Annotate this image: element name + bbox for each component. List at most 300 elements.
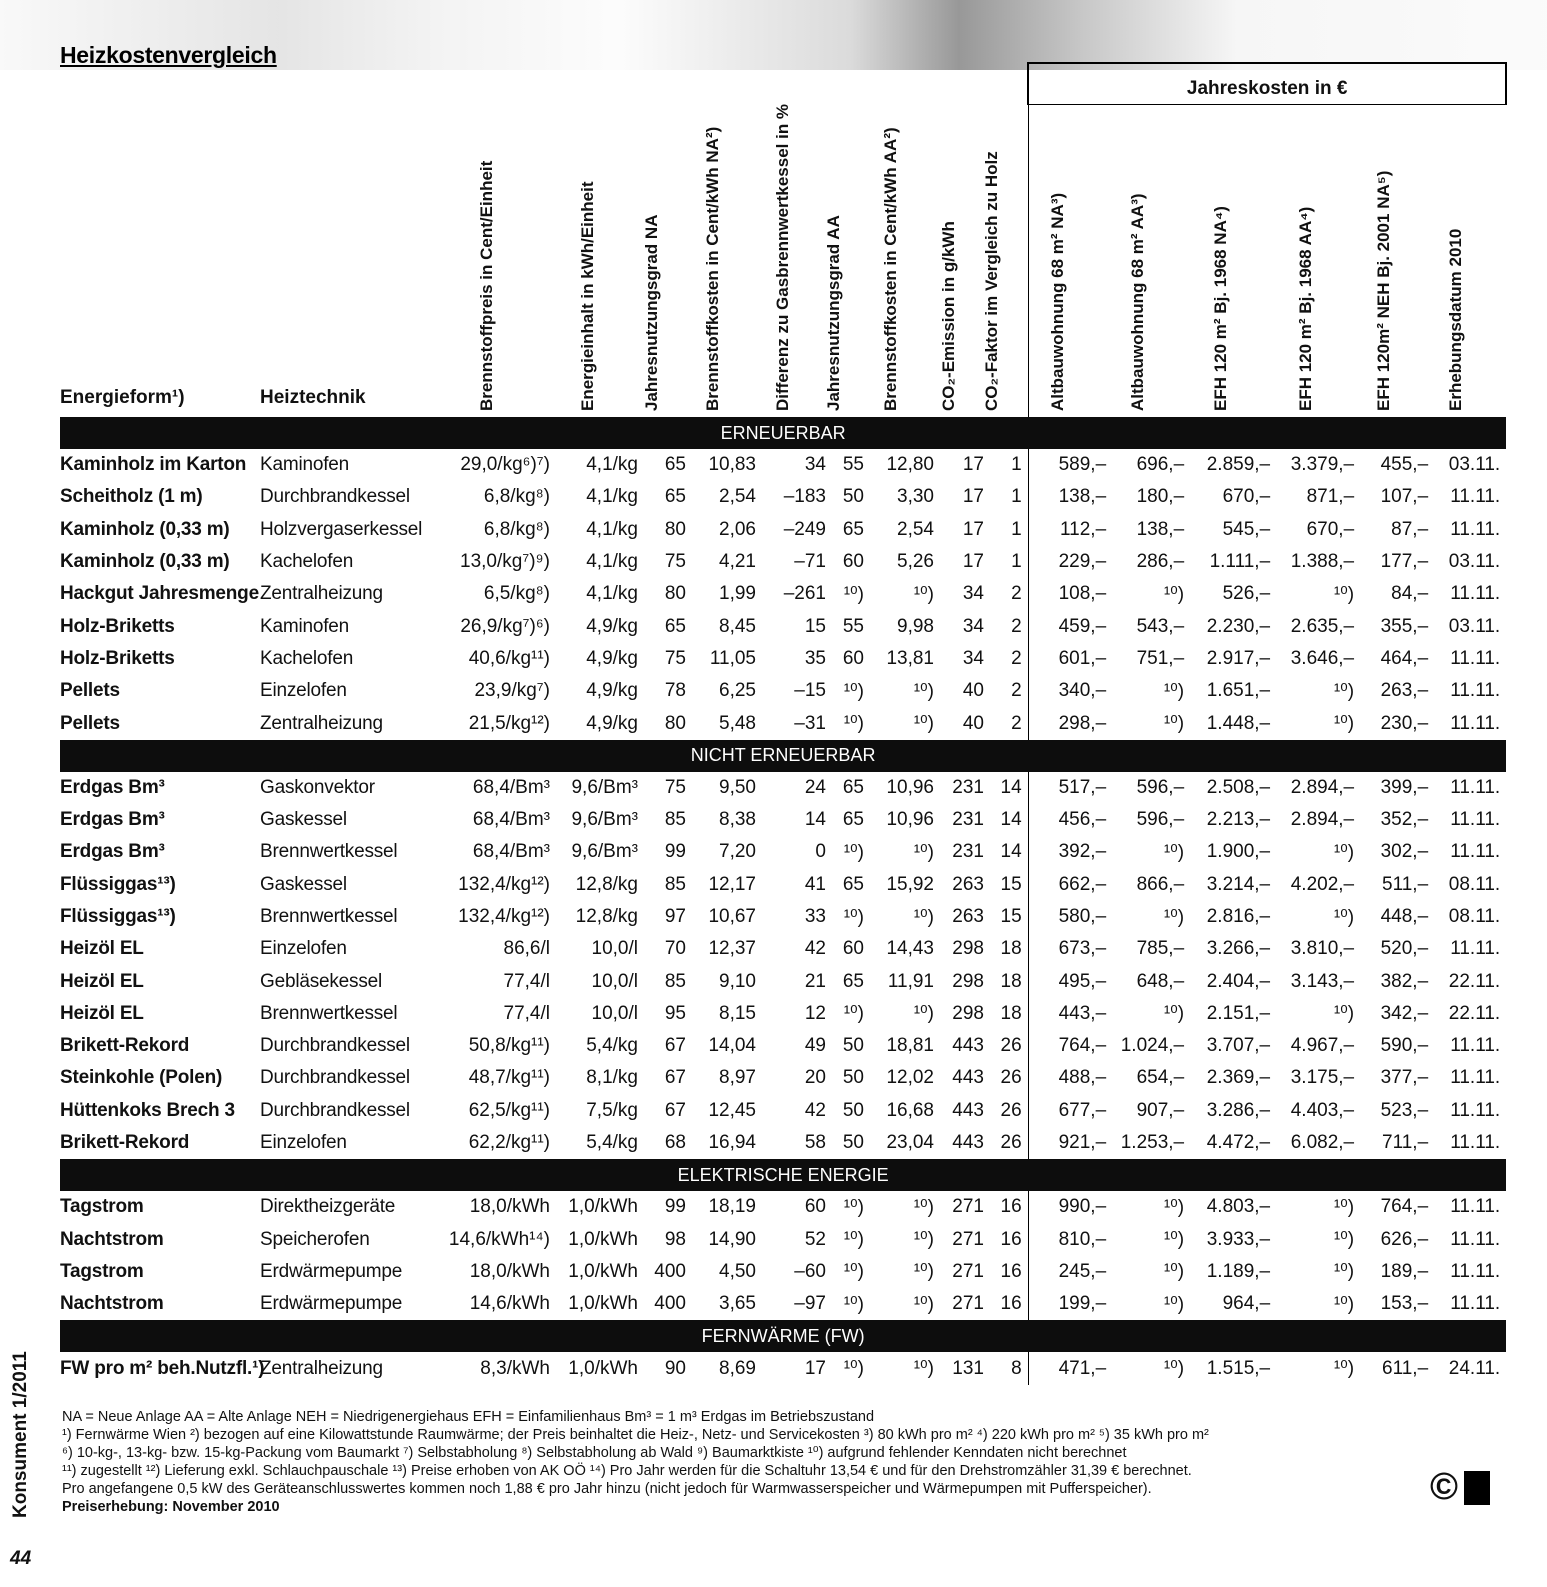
value-cell: 99 — [664, 1196, 686, 1218]
value-cell: ¹⁰) — [843, 1261, 864, 1283]
value-cell: 11.11. — [1450, 680, 1501, 702]
footnotes — [62, 1408, 1422, 1516]
value-cell: 12,8/kg — [575, 906, 638, 927]
value-cell: ¹⁰) — [1163, 1261, 1185, 1283]
heiztechnik-cell: Einzelofen — [260, 680, 347, 702]
column-header: Energieinhalt in kWh/Einheit — [577, 181, 597, 411]
value-cell: 33 — [804, 906, 826, 927]
column-header: EFH 120 m² Bj. 1968 NA⁴) — [1210, 206, 1230, 411]
value-cell: 68,4/Bm³ — [472, 841, 550, 863]
heiztechnik-cell: Durchbrandkessel — [260, 1035, 410, 1057]
value-cell: 3.143,– — [1290, 970, 1355, 992]
value-cell: 10,67 — [708, 906, 756, 927]
value-cell: 526,– — [1222, 583, 1271, 605]
table-row — [60, 1352, 1506, 1384]
value-cell: 523,– — [1380, 1099, 1429, 1121]
value-cell: 866,– — [1136, 873, 1185, 895]
table-row — [60, 901, 1506, 933]
value-cell: 03.11. — [1448, 615, 1501, 637]
value-cell: ¹⁰) — [1333, 1196, 1355, 1218]
value-cell: 589,– — [1028, 449, 1112, 481]
energieform-cell: FW pro m² beh.Nutzfl.¹) — [60, 1357, 265, 1379]
value-cell: 11.11. — [1450, 486, 1501, 508]
value-cell: 9,98 — [897, 615, 934, 637]
value-cell: 921,– — [1028, 1127, 1112, 1159]
energieform-cell: Brikett-Rekord — [60, 1132, 190, 1154]
value-cell: 85 — [664, 873, 686, 895]
value-cell: 271 — [952, 1228, 984, 1250]
column-header-row — [60, 105, 1506, 418]
value-cell: ¹⁰) — [1163, 1229, 1185, 1251]
value-cell: 907,– — [1136, 1099, 1185, 1121]
value-cell: 711,– — [1382, 1132, 1429, 1154]
value-cell: 1.189,– — [1206, 1260, 1271, 1282]
value-cell: 8,45 — [719, 615, 756, 637]
value-cell: 8,15 — [719, 1002, 756, 1024]
value-cell: 80 — [664, 583, 686, 605]
value-cell: 443,– — [1028, 998, 1112, 1030]
value-cell: 16 — [1000, 1293, 1022, 1315]
value-cell: 85 — [664, 970, 686, 992]
value-cell: 545,– — [1222, 518, 1271, 540]
column-header: Jahresnutzungsgrad AA — [823, 215, 843, 411]
value-cell: ¹⁰) — [913, 583, 934, 605]
heating-cost-table-wrapper — [60, 62, 1506, 1385]
value-cell: 35 — [804, 647, 826, 669]
value-cell: 68,4/Bm³ — [472, 809, 550, 831]
value-cell: 11.11. — [1450, 518, 1501, 540]
value-cell: 50 — [842, 1067, 864, 1089]
energieform-cell: Flüssiggas¹³) — [60, 906, 176, 927]
value-cell: 2 — [1011, 583, 1022, 605]
value-cell: 22.11. — [1448, 970, 1501, 992]
value-cell: 21 — [804, 970, 826, 992]
value-cell: 97 — [664, 906, 686, 927]
value-cell: 49 — [804, 1035, 826, 1057]
value-cell: 132,4/kg¹²) — [458, 873, 550, 895]
value-cell: 107,– — [1380, 486, 1429, 508]
value-cell: 14,6/kWh¹⁴) — [448, 1228, 550, 1250]
value-cell: 648,– — [1136, 970, 1185, 992]
value-cell: 67 — [664, 1067, 686, 1089]
magazine-side-label: Konsument 1/2011 — [10, 1351, 31, 1518]
value-cell: 1.111,– — [1209, 551, 1271, 573]
table-row — [60, 1127, 1506, 1159]
value-cell: 511,– — [1382, 873, 1429, 895]
value-cell: 673,– — [1028, 933, 1112, 965]
value-cell: 8,1/kg — [586, 1067, 638, 1089]
value-cell: ¹⁰) — [843, 680, 864, 702]
column-header: Differenz zu Gasbrennwertkessel in % — [773, 103, 792, 411]
value-cell: 18,0/kWh — [469, 1196, 550, 1218]
value-cell: 26 — [1000, 1067, 1022, 1089]
table-row — [60, 869, 1506, 901]
value-cell: 87,– — [1391, 518, 1429, 540]
value-cell: 271 — [952, 1260, 984, 1282]
value-cell: 85 — [664, 809, 686, 831]
value-cell: 1,0/kWh — [568, 1260, 638, 1282]
value-cell: 4.472,– — [1206, 1132, 1271, 1154]
value-cell: ¹⁰) — [913, 1003, 934, 1025]
value-cell: 11.11. — [1450, 1196, 1501, 1218]
value-cell: ¹⁰) — [1333, 713, 1355, 735]
value-cell: 52 — [804, 1228, 826, 1250]
value-cell: 2,06 — [719, 518, 756, 540]
value-cell: 48,7/kg¹¹) — [468, 1067, 550, 1089]
value-cell: 08.11. — [1448, 906, 1501, 927]
value-cell: 245,– — [1028, 1256, 1112, 1288]
value-cell: 40 — [962, 712, 984, 734]
value-cell: ¹⁰) — [1333, 583, 1355, 605]
value-cell: ¹⁰) — [1333, 680, 1355, 702]
value-cell: 95 — [664, 1002, 686, 1024]
value-cell: 355,– — [1380, 615, 1429, 637]
value-cell: 60 — [842, 551, 864, 573]
value-cell: 11.11. — [1450, 712, 1501, 734]
value-cell: 24 — [804, 776, 826, 798]
jahreskosten-group-header: Jahreskosten in € — [1028, 63, 1506, 105]
value-cell: 11.11. — [1450, 1067, 1501, 1089]
value-cell: 112,– — [1028, 514, 1112, 546]
value-cell: 11,91 — [887, 970, 934, 992]
value-cell: 17 — [962, 486, 984, 508]
value-cell: 11.11. — [1450, 1035, 1501, 1057]
value-cell: 342,– — [1380, 1002, 1429, 1024]
value-cell: 55 — [842, 454, 864, 476]
value-cell: 596,– — [1136, 776, 1185, 798]
value-cell: 15 — [804, 615, 826, 637]
value-cell: 131 — [952, 1357, 984, 1379]
value-cell: 3.175,– — [1290, 1067, 1355, 1089]
value-cell: 4,9/kg — [586, 712, 638, 734]
table-row — [60, 514, 1506, 546]
value-cell: 14 — [1000, 809, 1022, 831]
value-cell: 34 — [962, 647, 984, 669]
value-cell: 12,8/kg — [575, 873, 638, 895]
table-row — [60, 610, 1506, 642]
value-cell: 15,92 — [886, 873, 934, 895]
value-cell: 68 — [664, 1132, 686, 1154]
value-cell: ¹⁰) — [1333, 841, 1355, 863]
value-cell: 17 — [804, 1357, 826, 1379]
value-cell: 8 — [1011, 1357, 1022, 1379]
value-cell: 11.11. — [1450, 841, 1501, 863]
value-cell: 263,– — [1380, 680, 1429, 702]
table-row — [60, 675, 1506, 707]
energieform-cell: Pellets — [60, 680, 120, 702]
value-cell: ¹⁰) — [1333, 1358, 1355, 1380]
value-cell: 9,6/Bm³ — [571, 841, 638, 863]
value-cell: 22.11. — [1448, 1002, 1501, 1024]
energieform-cell: Kaminholz (0,33 m) — [60, 518, 230, 540]
value-cell: 16 — [1000, 1260, 1022, 1282]
value-cell: 231 — [952, 776, 984, 798]
value-cell: 12,17 — [708, 873, 756, 895]
value-cell: 3,65 — [719, 1293, 756, 1315]
value-cell: ¹⁰) — [843, 1358, 864, 1380]
value-cell: 138,– — [1028, 481, 1112, 513]
value-cell: 62,5/kg¹¹) — [468, 1099, 550, 1121]
value-cell: 11.11. — [1450, 647, 1501, 669]
heiztechnik-cell: Kaminofen — [260, 454, 350, 476]
heiztechnik-cell: Zentralheizung — [260, 583, 383, 605]
section-title: ERNEUERBAR — [60, 417, 1506, 449]
value-cell: 1,0/kWh — [568, 1293, 638, 1315]
energieform-cell: Holz-Briketts — [60, 615, 175, 637]
value-cell: 26 — [1000, 1035, 1022, 1057]
value-cell: ¹⁰) — [843, 1196, 864, 1218]
value-cell: 3.286,– — [1206, 1099, 1271, 1121]
value-cell: 9,50 — [719, 776, 756, 798]
value-cell: ¹⁰) — [843, 1229, 864, 1251]
value-cell: 4,1/kg — [586, 583, 638, 605]
value-cell: 1.253,– — [1120, 1132, 1185, 1154]
heiztechnik-cell: Zentralheizung — [260, 712, 383, 734]
value-cell: 12,02 — [886, 1067, 934, 1089]
value-cell: 6.082,– — [1290, 1132, 1355, 1154]
header-spacer — [60, 63, 1028, 105]
value-cell: 2.213,– — [1206, 809, 1271, 831]
value-cell: 2.635,– — [1290, 615, 1355, 637]
value-cell: 14,6/kWh — [469, 1293, 550, 1315]
value-cell: –249 — [783, 518, 826, 540]
value-cell: 1,99 — [719, 583, 756, 605]
value-cell: 65 — [842, 809, 864, 831]
value-cell: 50 — [842, 486, 864, 508]
energieform-cell: Steinkohle (Polen) — [60, 1067, 223, 1089]
value-cell: 382,– — [1380, 970, 1429, 992]
value-cell: 4,9/kg — [586, 680, 638, 702]
value-cell: 4,21 — [719, 551, 756, 573]
value-cell: ¹⁰) — [1163, 1358, 1185, 1380]
column-header: Jahresnutzungsgrad NA — [641, 214, 661, 411]
energieform-cell: Pellets — [60, 712, 120, 734]
heiztechnik-cell: Speicherofen — [260, 1228, 370, 1250]
heiztechnik-cell: Brennwertkessel — [260, 906, 398, 927]
value-cell: 543,– — [1136, 615, 1185, 637]
value-cell: –71 — [794, 551, 826, 573]
table-row — [60, 1288, 1506, 1320]
value-cell: 41 — [804, 873, 826, 895]
value-cell: 2 — [1011, 680, 1022, 702]
heiztechnik-cell: Kaminofen — [260, 615, 350, 637]
value-cell: 9,6/Bm³ — [571, 809, 638, 831]
copyright-icon: © — [1430, 1466, 1458, 1508]
value-cell: 2 — [1011, 647, 1022, 669]
value-cell: 670,– — [1306, 518, 1355, 540]
value-cell: 464,– — [1380, 647, 1429, 669]
section-header-row — [60, 1320, 1506, 1352]
value-cell: 15 — [1000, 906, 1022, 927]
value-cell: 448,– — [1380, 906, 1429, 927]
value-cell: 377,– — [1380, 1067, 1429, 1089]
value-cell: 138,– — [1136, 518, 1185, 540]
value-cell: 14,04 — [708, 1035, 756, 1057]
value-cell: 42 — [804, 1099, 826, 1121]
value-cell: 2.230,– — [1206, 615, 1271, 637]
value-cell: 298 — [952, 938, 984, 960]
value-cell: 4.202,– — [1290, 873, 1355, 895]
value-cell: 18 — [1000, 1002, 1022, 1024]
table-row — [60, 1030, 1506, 1062]
value-cell: 16 — [1000, 1228, 1022, 1250]
value-cell: –60 — [794, 1260, 826, 1282]
value-cell: 18,19 — [708, 1196, 756, 1218]
value-cell: 108,– — [1028, 578, 1112, 610]
value-cell: ¹⁰) — [1163, 713, 1185, 735]
value-cell: 50 — [842, 1099, 864, 1121]
value-cell: 1 — [1011, 486, 1022, 508]
value-cell: 1.515,– — [1206, 1357, 1271, 1379]
value-cell: 298,– — [1028, 707, 1112, 739]
value-cell: 180,– — [1136, 486, 1185, 508]
value-cell: 871,– — [1306, 486, 1355, 508]
value-cell: 810,– — [1028, 1224, 1112, 1256]
heiztechnik-cell: Gebläsekessel — [260, 970, 383, 992]
value-cell: 2.508,– — [1206, 776, 1271, 798]
value-cell: 29,0/kg⁶)⁷) — [460, 454, 550, 476]
value-cell: 26 — [1000, 1099, 1022, 1121]
value-cell: 488,– — [1028, 1062, 1112, 1094]
value-cell: 177,– — [1380, 551, 1429, 573]
value-cell: 132,4/kg¹²) — [458, 906, 550, 927]
column-header: Altbauwohnung 68 m² AA³) — [1127, 193, 1147, 411]
value-cell: 03.11. — [1448, 454, 1501, 476]
value-cell: 696,– — [1136, 454, 1185, 476]
value-cell: 16,68 — [886, 1099, 934, 1121]
value-cell: 2,54 — [897, 518, 934, 540]
value-cell: 99 — [664, 841, 686, 863]
value-cell: 4,1/kg — [586, 518, 638, 540]
energieform-cell: Brikett-Rekord — [60, 1035, 190, 1057]
value-cell: 4,9/kg — [586, 615, 638, 637]
column-header: Brennstoffkosten in Cent/kWh AA²) — [881, 127, 900, 411]
value-cell: 34 — [962, 583, 984, 605]
value-cell: 11.11. — [1450, 938, 1501, 960]
value-cell: 3.707,– — [1206, 1035, 1271, 1057]
value-cell: 5,4/kg — [586, 1132, 638, 1154]
value-cell: 1,0/kWh — [568, 1228, 638, 1250]
value-cell: 1.448,– — [1206, 712, 1271, 734]
value-cell: 6,8/kg⁸) — [483, 486, 550, 508]
value-cell: 229,– — [1028, 546, 1112, 578]
heiztechnik-cell: Gaskonvektor — [260, 776, 375, 798]
value-cell: 443 — [952, 1067, 984, 1089]
value-cell: 11.11. — [1450, 1099, 1501, 1121]
value-cell: 654,– — [1136, 1067, 1185, 1089]
value-cell: 199,– — [1028, 1288, 1112, 1320]
column-header: EFH 120 m² Bj. 1968 AA⁴) — [1295, 206, 1315, 411]
value-cell: 964,– — [1222, 1293, 1271, 1315]
value-cell: 34 — [804, 454, 826, 476]
value-cell: ¹⁰) — [843, 1293, 864, 1315]
table-row — [60, 965, 1506, 997]
value-cell: 9,6/Bm³ — [571, 776, 638, 798]
heiztechnik-cell: Zentralheizung — [260, 1357, 383, 1379]
value-cell: 3.214,– — [1206, 873, 1271, 895]
footnote-line: NA = Neue Anlage AA = Alte Anlage NEH = Niedrigenergiehaus EFH = Einfamilienhaus Bm³ = 1 m³ Erdgas im Betriebszustand — [62, 1409, 875, 1425]
value-cell: 2.151,– — [1206, 1002, 1271, 1024]
value-cell: 58 — [804, 1132, 826, 1154]
value-cell: 40 — [962, 680, 984, 702]
value-cell: 65 — [664, 486, 686, 508]
value-cell: 11.11. — [1450, 1228, 1501, 1250]
value-cell: 4,50 — [719, 1260, 756, 1282]
section-title: FERNWÄRME (FW) — [60, 1320, 1506, 1352]
value-cell: 230,– — [1380, 712, 1429, 734]
table-row — [60, 1062, 1506, 1094]
heiztechnik-cell: Kachelofen — [260, 551, 354, 573]
value-cell: 596,– — [1136, 809, 1185, 831]
value-cell: –31 — [794, 712, 826, 734]
table-row — [60, 998, 1506, 1030]
value-cell: 65 — [664, 454, 686, 476]
page-number: 44 — [10, 1548, 32, 1569]
value-cell: 520,– — [1380, 938, 1429, 960]
value-cell: 4.803,– — [1206, 1196, 1271, 1218]
value-cell: ¹⁰) — [913, 1229, 934, 1251]
value-cell: 340,– — [1028, 675, 1112, 707]
value-cell: 24.11. — [1448, 1357, 1501, 1379]
value-cell: 13,0/kg⁷)⁹) — [460, 551, 550, 573]
value-cell: 20 — [804, 1067, 826, 1089]
value-cell: –261 — [783, 583, 826, 605]
value-cell: 1.900,– — [1206, 841, 1271, 863]
heiztechnik-cell: Gaskessel — [260, 873, 347, 895]
value-cell: 4,1/kg — [586, 454, 638, 476]
value-cell: 751,– — [1136, 647, 1185, 669]
value-cell: 2.894,– — [1290, 809, 1355, 831]
value-cell: ¹⁰) — [843, 583, 864, 605]
table-row — [60, 804, 1506, 836]
energieform-header: Energieform¹) — [60, 387, 185, 408]
value-cell: 1,0/kWh — [568, 1196, 638, 1218]
value-cell: 12,45 — [708, 1099, 756, 1121]
footnote-line: ¹¹) zugestellt ¹²) Lieferung exkl. Schlauchpauschale ¹³) Preise erhoben von AK OÖ ¹⁴) Pro Jahr werden für die Schaltuhr 13,54 € und für den Drehstromzähler 31,39 € berechnet. — [62, 1463, 1192, 1479]
value-cell: 4,1/kg — [586, 551, 638, 573]
value-cell: 7,20 — [719, 841, 756, 863]
value-cell: ¹⁰) — [1163, 583, 1185, 605]
table-row — [60, 1191, 1506, 1223]
table-row — [60, 481, 1506, 513]
value-cell: 189,– — [1380, 1260, 1429, 1282]
value-cell: 443 — [952, 1035, 984, 1057]
value-cell: 11.11. — [1450, 1293, 1501, 1315]
value-cell: 601,– — [1028, 643, 1112, 675]
value-cell: 03.11. — [1448, 551, 1501, 573]
value-cell: 298 — [952, 1002, 984, 1024]
value-cell: 4.967,– — [1290, 1035, 1355, 1057]
value-cell: 23,9/kg⁷) — [474, 680, 550, 702]
value-cell: 2 — [1011, 712, 1022, 734]
value-cell: 1 — [1011, 518, 1022, 540]
preiserhebung: Preiserhebung: November 2010 — [62, 1499, 280, 1515]
column-header: CO₂-Faktor im Vergleich zu Holz — [981, 151, 1001, 411]
value-cell: 12,80 — [886, 454, 934, 476]
value-cell: 11.11. — [1450, 776, 1501, 798]
value-cell: 6,25 — [719, 680, 756, 702]
value-cell: 443 — [952, 1099, 984, 1121]
value-cell: 75 — [664, 647, 686, 669]
value-cell: –183 — [783, 486, 826, 508]
value-cell: 65 — [842, 776, 864, 798]
value-cell: ¹⁰) — [843, 713, 864, 735]
energieform-cell: Tagstrom — [60, 1196, 144, 1218]
value-cell: 65 — [842, 518, 864, 540]
value-cell: ¹⁰) — [1163, 1293, 1185, 1315]
section-title: ELEKTRISCHE ENERGIE — [60, 1159, 1506, 1191]
table-row — [60, 1095, 1506, 1127]
